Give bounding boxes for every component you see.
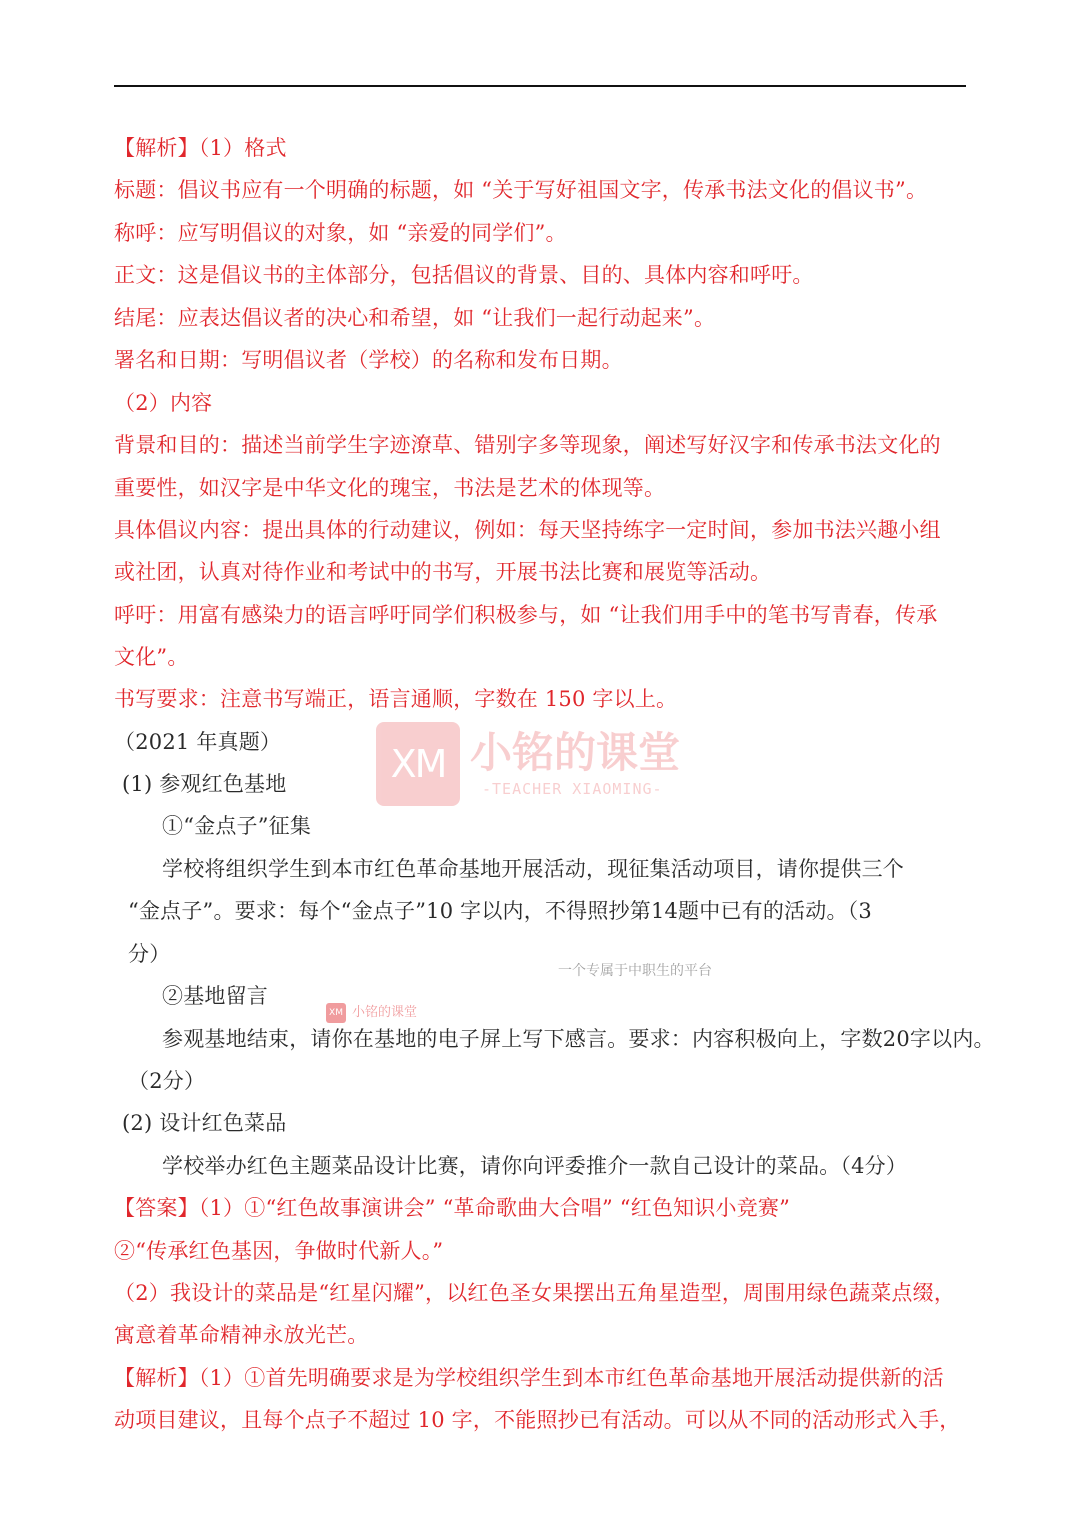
text-line: 署名和日期：写明倡议者（学校）的名称和发布日期。 bbox=[114, 348, 623, 372]
text-line: 具体倡议内容：提出具体的行动建议，例如：每天坚持练字一定时间，参加书法兴趣小组 bbox=[114, 518, 941, 542]
answer-heading: 【答案】（1）①“红色故事演讲会” “革命歌曲大合唱” “红色知识小竞赛” bbox=[114, 1196, 791, 1220]
text-line: 学校将组织学生到本市红色革命基地开展活动，现征集活动项目，请你提供三个 bbox=[162, 857, 904, 881]
text-line: 呼吁：用富有感染力的语言呼吁同学们积极参与，如 “让我们用手中的笔书写青春，传承 bbox=[114, 603, 938, 627]
text-line: 正文：这是倡议书的主体部分，包括倡议的背景、目的、具体内容和呼吁。 bbox=[114, 263, 814, 287]
xm-logo-icon: XM bbox=[376, 722, 460, 806]
text-line: （2）我设计的菜品是“红星闪耀”，以红色圣女果摆出五角星造型，周围用绿色蔬菜点缀， bbox=[114, 1281, 956, 1305]
text-line: “金点子”。要求：每个“金点子”10 字以内，不得照抄第14题中已有的活动。（3 bbox=[128, 899, 872, 923]
analysis-heading: 【解析】（1）格式 bbox=[114, 136, 287, 160]
question-heading: (2) 设计红色菜品 bbox=[122, 1111, 287, 1135]
text-line: 书写要求：注意书写端正，语言通顺，字数在 150 字以上。 bbox=[114, 687, 678, 711]
text-line: 或社团，认真对待作业和考试中的书写，开展书法比赛和展览等活动。 bbox=[114, 560, 772, 584]
text-line: 标题：倡议书应有一个明确的标题，如 “关于写好祖国文字，传承书法文化的倡议书”。 bbox=[114, 178, 928, 202]
text-line: 参观基地结束，请你在基地的电子屏上写下感言。要求：内容积极向上，字数20字以内。 bbox=[162, 1027, 995, 1051]
exam-year-label: （2021 年真题） bbox=[114, 730, 282, 754]
watermark-brand: 小铭的课堂 bbox=[470, 728, 681, 777]
text-line: 结尾：应表达倡议者的决心和希望，如 “让我们一起行动起来”。 bbox=[114, 306, 716, 330]
text-line: ②“传承红色基因，争做时代新人。” bbox=[114, 1239, 444, 1263]
text-line: 重要性，如汉字是中华文化的瑰宝，书法是艺术的体现等。 bbox=[114, 476, 666, 500]
text-line: 寓意着革命精神永放光芒。 bbox=[114, 1323, 369, 1347]
text-line: （2分） bbox=[128, 1069, 206, 1093]
text-line: 动项目建议，且每个点子不超过 10 字，不能照抄已有活动。可以从不同的活动形式入手， bbox=[114, 1408, 961, 1432]
sub-question-heading: ②基地留言 bbox=[162, 984, 268, 1008]
watermark-small-brand: 小铭的课堂 bbox=[352, 1005, 418, 1020]
analysis-heading: 【解析】（1）①首先明确要求是为学校组织学生到本市红色革命基地开展活动提供新的活 bbox=[114, 1366, 944, 1390]
xm-small-logo-icon: XM bbox=[326, 1003, 346, 1023]
sub-question-heading: ①“金点子”征集 bbox=[162, 814, 312, 838]
header-rule bbox=[114, 85, 966, 87]
text-line: 分） bbox=[128, 942, 171, 966]
text-line: （2）内容 bbox=[114, 391, 213, 415]
watermark-slogan: 一个专属于中职生的平台 bbox=[558, 963, 712, 979]
text-line: 学校举办红色主题菜品设计比赛，请你向评委推介一款自己设计的菜品。（4分） bbox=[162, 1154, 908, 1178]
text-line: 文化”。 bbox=[114, 645, 189, 669]
question-heading: (1) 参观红色基地 bbox=[122, 772, 287, 796]
watermark-brand-en: -TEACHER XIAOMING- bbox=[482, 780, 663, 798]
text-line: 背景和目的：描述当前学生字迹潦草、错别字多等现象，阐述写好汉字和传承书法文化的 bbox=[114, 433, 941, 457]
text-line: 称呼：应写明倡议的对象，如 “亲爱的同学们”。 bbox=[114, 221, 567, 245]
